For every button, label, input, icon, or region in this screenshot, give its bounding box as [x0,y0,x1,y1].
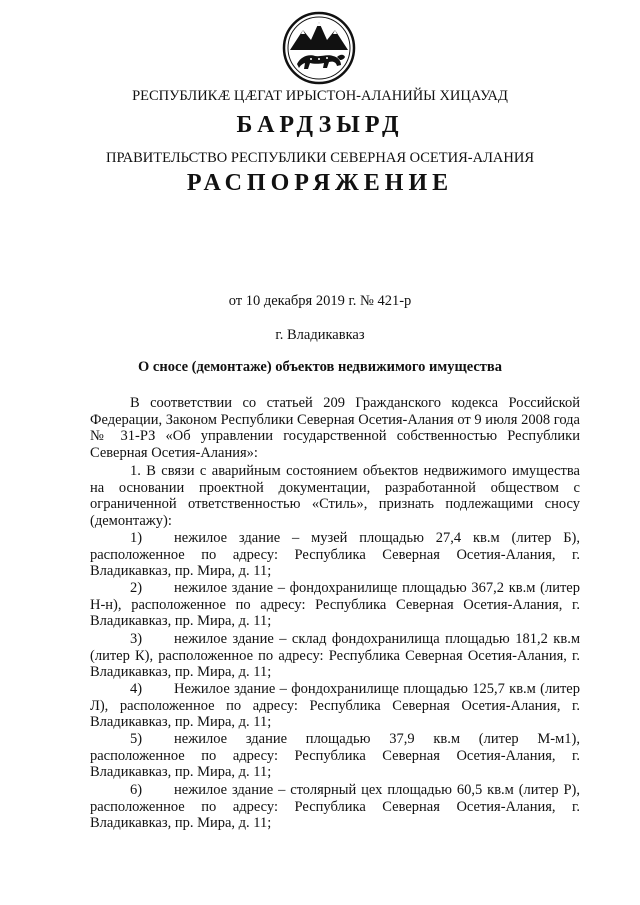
list-item-number: 4) [130,681,143,697]
document-subject: О сносе (демонтаже) объектов недвижимого имущества [138,359,502,375]
russian-doc-type-title: РАСПОРЯЖЕНИЕ [186,170,454,196]
list-item-number: 5) [130,731,143,747]
list-item-text: нежилое здание – фондохранилище площадью 367,2 кв.м (литер Н-н), расположенное по адресу: Республика Северная Осетия-Алания, г. Владикавказ, пр. Мира, д. 11; [90,580,580,630]
list-item-text: Нежилое здание – фондохранилище площадью 125,7 кв.м (литер Л), расположенное по адресу: Республика Северная Осетия-Алания, г. Владикавказ, пр. Мира, д. 11; [90,681,580,731]
list-item-text: нежилое здание площадью 37,9 кв.м (литер М-м1), расположенное по адресу: Республика Северная Осетия-Алания, г. Владикавказ, пр. Мира, д. 11; [90,731,580,781]
russian-government-title: ПРАВИТЕЛЬСТВО РЕСПУБЛИКИ СЕВЕРНАЯ ОСЕТИЯ-АЛАНИЯ [105,150,535,166]
list-item [90,580,580,630]
list-item-number: 6) [130,782,143,798]
list-item-text: нежилое здание – столярный цех площадью 60,5 кв.м (литер Р), расположенное по адресу: Республика Северная Осетия-Алания, г. Владикавказ, пр. Мира, д. 11; [90,782,580,832]
list-item-number: 3) [130,631,143,647]
list-item-text: нежилое здание – музей площадью 27,4 кв.м (литер Б), расположенное по адресу: Республика Северная Осетия-Алания, г. Владикавказ, пр. Мира, д. 11; [90,530,580,580]
list-item [90,731,580,781]
list-item [90,782,580,832]
document-city: г. Владикавказ [275,327,365,343]
list-item-number: 2) [130,580,143,596]
clause-1-paragraph: 1. В связи с аварийным состоянием объектов недвижимого имущества на основании проектной документации, разработанной обществом с ограниченной ответственностью «Стиль», признать подлежащими сносу (демонтажу): [90,463,580,530]
ossetian-government-title: РЕСПУБЛИКӔ ЦӔГАТ ИРЫСТОН-АЛАНИЙЫ ХИЦАУАД [132,88,508,104]
list-item [90,530,580,580]
list-item [90,631,580,681]
coat-of-arms-emblem [281,10,357,86]
list-item [90,681,580,731]
list-item-text: нежилое здание – склад фондохранилища площадью 181,2 кв.м (литер К), расположенное по адресу: Республика Северная Осетия-Алания, г. Владикавказ, пр. Мира, д. 11; [90,631,580,681]
intro-paragraph: В соответствии со статьей 209 Гражданского кодекса Российской Федерации, Законом Республики Северная Осетия-Алания от 9 июля 2008 года № 31-РЗ «Об управлении государственной собственностью Республики Северная Осетия-Алания»: [90,395,580,462]
document-dateline: от 10 декабря 2019 г. № 421-р [228,293,412,309]
list-item-number: 1) [130,530,143,546]
ossetian-doc-type-title: БАРДЗЫРД [236,112,404,138]
